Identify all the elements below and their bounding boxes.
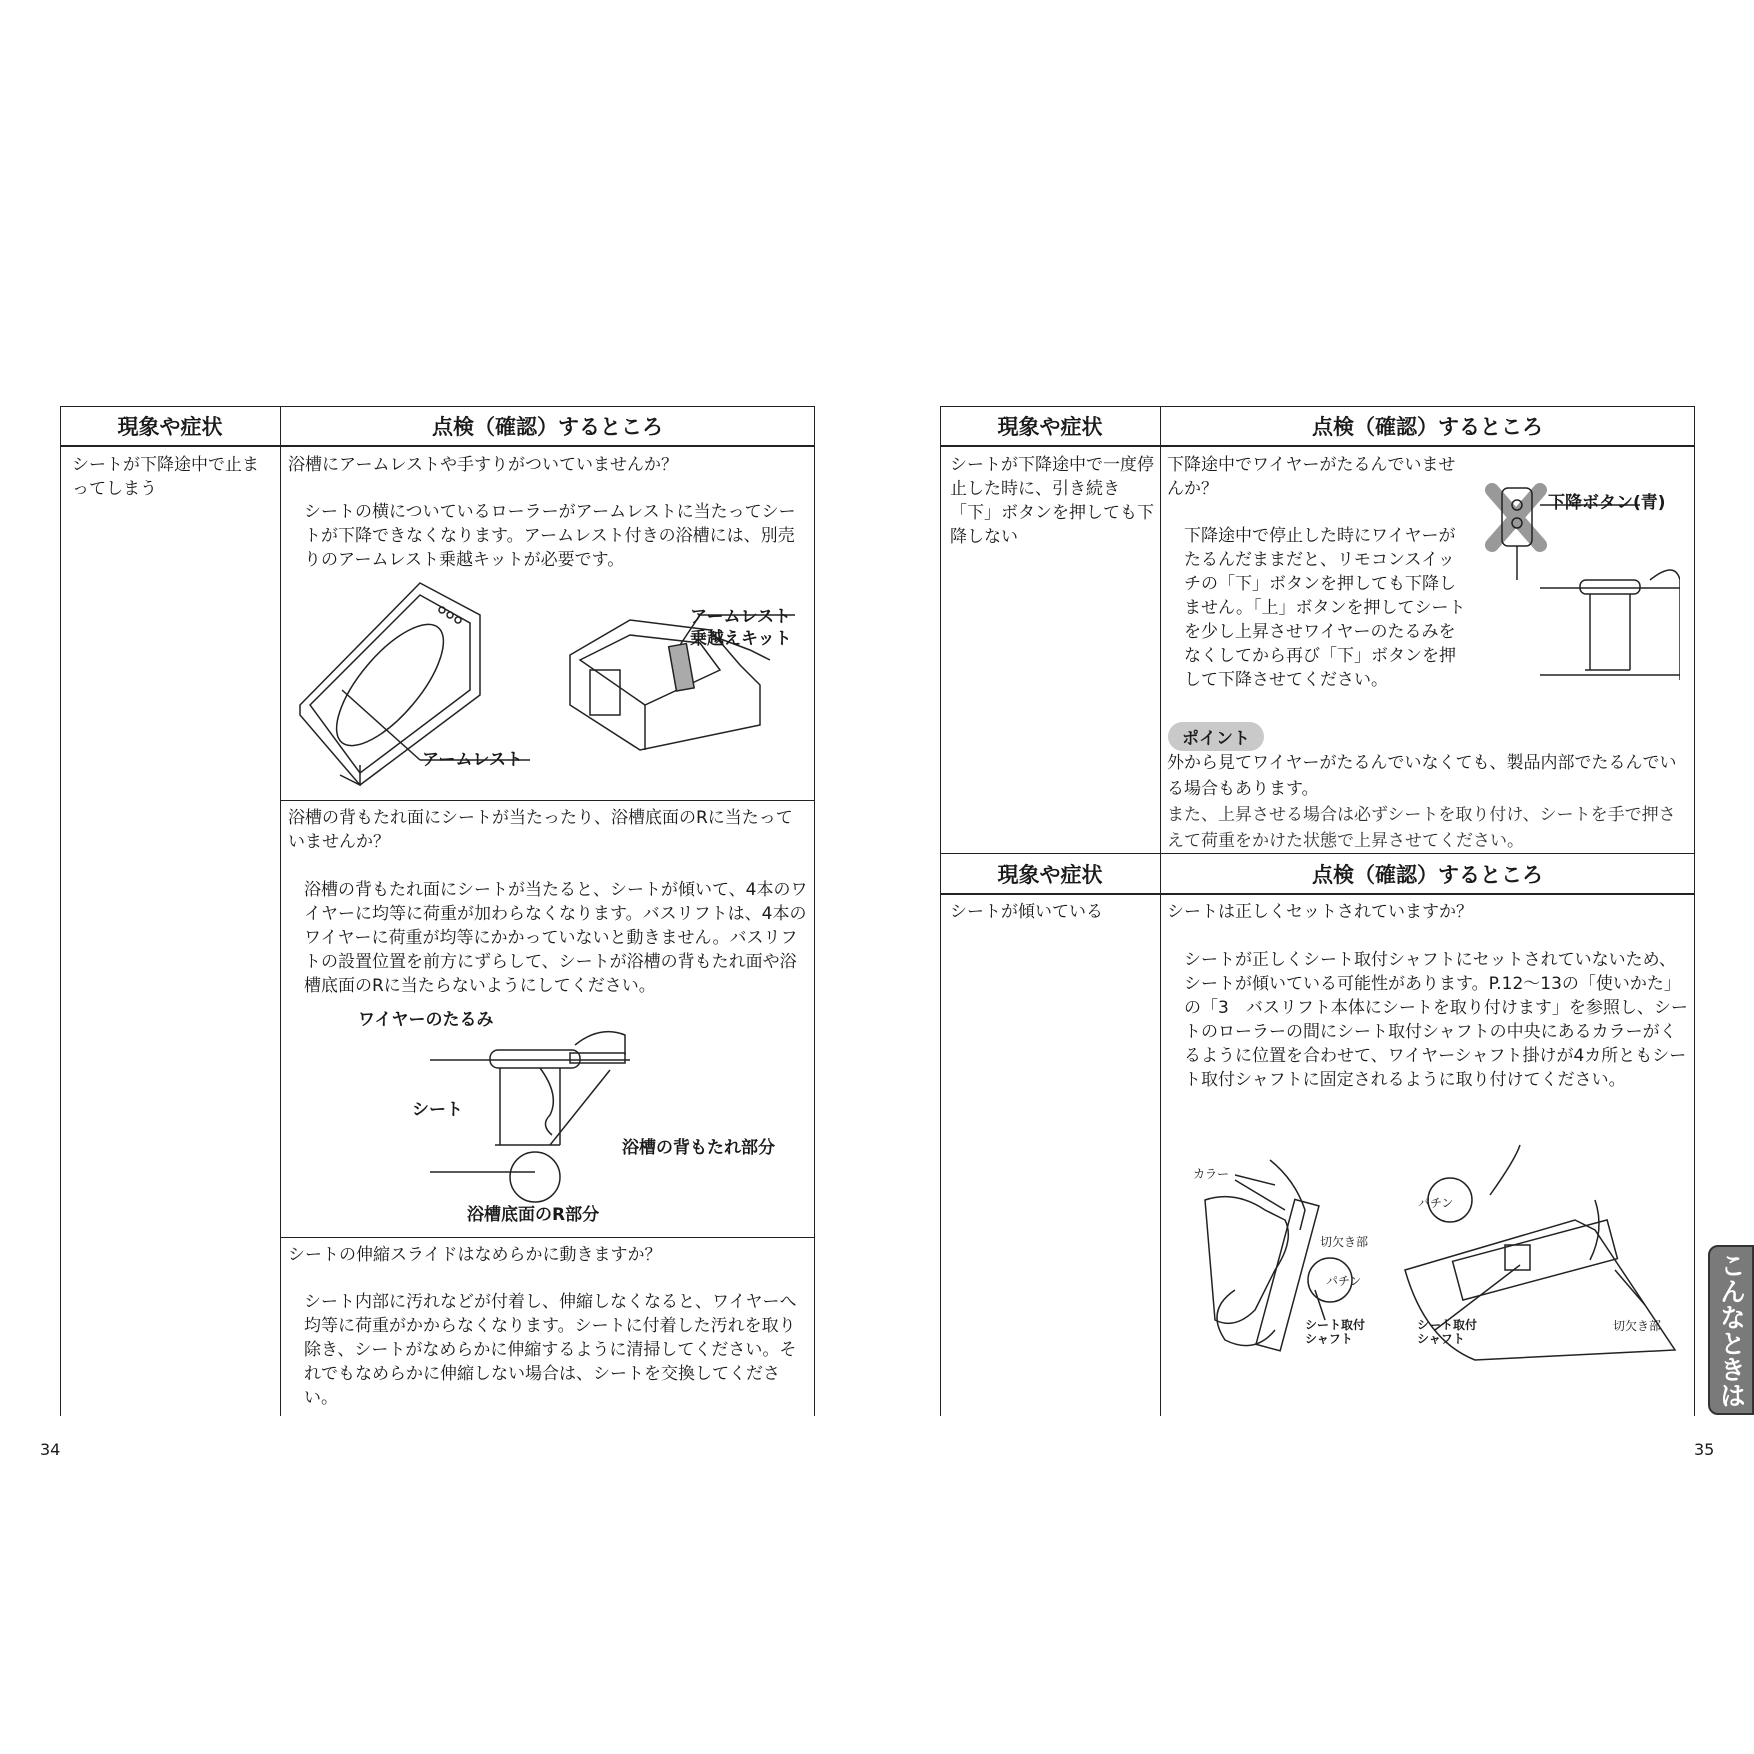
point-text-2: また、上昇させる場合は必ずシートを取り付け、シートを手で押さえて荷重をかけた状態で上昇させてください。 <box>1167 805 1676 851</box>
label-backrest: 浴槽の背もたれ部分 <box>622 1138 775 1158</box>
side-tab-troubleshooting[interactable]: こんなときは <box>1708 1245 1754 1415</box>
point-badge: ポイント <box>1168 722 1264 751</box>
left-check2-body: 浴槽の背もたれ面にシートが当たると、シートが傾いて、4本のワイヤーに均等に荷重が加わらなくなります。バスリフトは、4本のワイヤーに荷重が均等にかかっていないと動きません。バスリフトの設置位置を前方にずらして、シートが浴槽の背もたれ面や浴槽底面のRに当たらないようにしてください。 <box>304 880 808 996</box>
left-check1-question: 浴槽にアームレストや手すりがついていませんか？ <box>288 455 678 475</box>
right-header2-symptom: 現象や症状 <box>940 854 1160 894</box>
right-symptom2: シートが傾いている <box>950 902 1103 922</box>
left-page-number: 34 <box>40 1440 61 1459</box>
left-check1-body: シートの横についているローラーがアームレストに当たってシートが下降できなくなります。アームレスト付きの浴槽には、別売りのアームレスト乗越キットが必要です。 <box>304 502 796 570</box>
right-header2-check: 点検（確認）するところ <box>1160 854 1695 894</box>
label-armrest-kit: アームレスト乗越えキット <box>690 607 792 649</box>
left-check3-body: シート内部に汚れなどが付着し、伸縮しなくなると、ワイヤーへ均等に荷重がかからなくなります。シートに付着した汚れを取り除き、シートがなめらかに伸縮するように清掃してください。それでもなめらかに伸縮しない場合は、シートを交換してください。 <box>304 1292 797 1408</box>
left-check2-question: 浴槽の背もたれ面にシートが当たったり、浴槽底面のRに当たっていませんか？ <box>288 808 793 852</box>
fig-label-click1: パチン <box>1326 1274 1362 1288</box>
right-header2-line <box>940 894 1695 895</box>
point-text-1: 外から見てワイヤーがたるんでいなくても、製品内部でたるんでいる場合もあります。 <box>1167 753 1677 799</box>
fig-label-shaft1: シート取付シャフト <box>1305 1318 1366 1346</box>
label-seat: シート <box>412 1100 463 1120</box>
fig-label-shaft2: シート取付シャフト <box>1417 1318 1478 1346</box>
left-symptom: シートが下降途中で止まってしまう <box>72 455 259 499</box>
left-check3-question: シートの伸縮スライドはなめらかに動きますか？ <box>288 1245 662 1265</box>
label-tub-bottom: 浴槽底面のR部分 <box>467 1205 600 1225</box>
label-wire-slack: ワイヤーのたるみ <box>358 1010 494 1030</box>
fig-label-notch2: 切欠き部 <box>1613 1319 1662 1333</box>
left-check-divider-1 <box>280 800 815 801</box>
right-check2-body: シートが正しくシート取付シャフトにセットされていないため、シートが傾いている可能性があります。P.12〜13の「使いかた」の「3 バスリフト本体にシートを取り付けます」を参照し、シートのローラーの間にシート取付シャフトの中央にあるカラーがくるように位置を合わせて、ワイヤーシャフト掛けが4カ所ともシート取付シャフトに固定されるように取り付けてください。 <box>1184 950 1688 1090</box>
right-check2-question: シートは正しくセットされていますか？ <box>1167 902 1473 922</box>
left-check-divider-2 <box>280 1237 815 1238</box>
fig-label-notch1: 切欠き部 <box>1320 1235 1369 1249</box>
right-page-number: 35 <box>1694 1440 1715 1459</box>
label-armrest: アームレスト <box>422 750 523 770</box>
left-col-divider <box>280 406 281 1416</box>
label-down-button: 下降ボタン(青) <box>1548 493 1666 513</box>
right-header-symptom: 現象や症状 <box>940 406 1160 446</box>
right-header-check: 点検（確認）するところ <box>1160 406 1695 446</box>
right-check1-body: 下降途中で停止した時にワイヤーがたるんだままだと、リモコンスイッチの「下」ボタンを押しても下降しません。「上」ボタンを押してシートを少し上昇させワイヤーのたるみをなくしてから再び「下」ボタンを押して下降させてください。 <box>1184 526 1466 690</box>
left-header-check: 点検（確認）するところ <box>280 406 815 446</box>
right-symptom1: シートが下降途中で一度停止した時に、引き続き「下」ボタンを押しても下降しない <box>950 455 1154 547</box>
right-check1-question: 下降途中でワイヤーがたるんでいませんか？ <box>1167 455 1456 499</box>
left-header-line <box>60 446 815 447</box>
fig-label-click2: パチン <box>1418 1196 1454 1210</box>
right-col-divider <box>1160 406 1161 1416</box>
fig-label-collar: カラー <box>1193 1167 1230 1181</box>
left-header-symptom: 現象や症状 <box>60 406 280 446</box>
right-header-line <box>940 446 1695 447</box>
